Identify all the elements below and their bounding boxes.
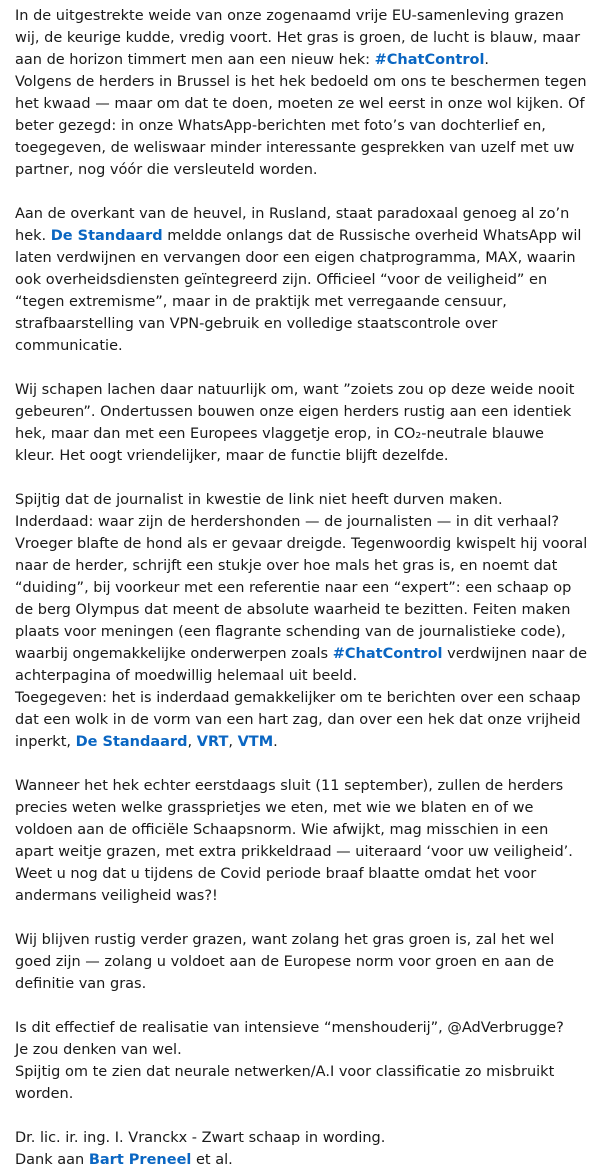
mention-vrt[interactable]: VRT <box>196 734 229 750</box>
mention-vtm[interactable]: VTM <box>237 734 274 750</box>
paragraph-gap <box>15 467 588 489</box>
paragraph-text: Aan de overkant van de heuvel, in Rusland, staat paradoxaal genoeg al zo’n hek. <box>15 206 570 244</box>
paragraph-gap <box>15 995 588 1017</box>
paragraph-text: et al. <box>191 1152 233 1168</box>
paragraph-russia <box>15 203 588 357</box>
paragraph-question: Is dit effectief de realisatie van intensieve “menshouderij”, @AdVerbrugge? <box>15 1020 564 1036</box>
paragraph-text: verdwijnen naar de achterpagina of moedwillig helemaal uit beeld. <box>15 646 588 684</box>
paragraph-ai-misuse: Spijtig om te zien dat neurale netwerken/A.I voor classificatie zo misbruikt worden. <box>15 1064 555 1102</box>
mention-de-standaard[interactable]: De Standaard <box>50 228 163 244</box>
signature: Dr. lic. ir. ing. I. Vranckx - Zwart schaap in wording. <box>15 1130 386 1146</box>
paragraph-text: meldde onlangs dat de Russische overheid WhatsApp wil laten verdwijnen en vervangen door een eigen chatprogramma, MAX, waarin ook overheidsdiensten geïntegreerd zijn. Officieel “voor de veiligheid” en “tegen extremisme”, maar in de praktijk met verregaande censuur, strafbaarstelling van VPN-gebruik en volledige staatscontrole over communicatie. <box>15 228 582 354</box>
paragraph-text: Inderdaad: waar zijn de herdershonden — de journalisten — in dit verhaal? Vroeger blafte de hond als er gevaar dreigde. Tegenwoordig kwispelt hij vooral naar de herder, schrijft een stukje over hoe mals het gras is, en noemt dat “duiding”, bij voorkeur met een referentie naar een “expert”: een schaap op de berg Olympus dat meent de absolute waarheid te bezitten. Feiten maken plaats voor meningen (een flagrante schending van de journalistieke code), waarbij ongemakkelijke onderwerpen zoals <box>15 514 588 662</box>
paragraph-journalist: Spijtig dat de journalist in kwestie de link niet heeft durven maken. <box>15 492 503 508</box>
paragraph-keep-grazing: Wij blijven rustig verder grazen, want zolang het gras groen is, zal het wel goed zijn — zolang u voldoet aan de Europese norm voor groen en aan de definitie van gras. <box>15 932 555 992</box>
paragraph-fence-closes: Wanneer het hek echter eerstdaags sluit (11 september), zullen de herders precies weten welke grassprietjes we eten, met wie we blaten en of we voldoen aan de officiële Schaapsnorm. Wie afwijkt, mag misschien in een apart weitje grazen, met extra prikkeldraad — uiteraard ‘voor uw veiligheid’. Weet u nog dat u tijdens de Covid periode braaf blaatte omdat het voor andermans veiligheid was?! <box>15 778 573 904</box>
paragraph-herders: Volgens de herders in Brussel is het hek bedoeld om ons te beschermen tegen het kwaad — maar om dat te doen, moeten ze wel eerst in onze wol kijken. Of beter gezegd: in onze WhatsApp-berichten met foto’s van dochterlief en, toegegeven, de weliswaar minder interessante gesprekken van uzelf met uw partner, nog vóór die versleuteld worden. <box>15 74 587 178</box>
paragraph-gap <box>15 181 588 203</box>
separator: , <box>228 734 238 750</box>
paragraph-gap <box>15 1105 588 1127</box>
separator: , <box>187 734 197 750</box>
mention-bart-preneel[interactable]: Bart Preneel <box>88 1152 192 1168</box>
paragraph-text: In de uitgestrekte weide van onze zogenaamd vrije EU-samenleving grazen wij, de keurige kudde, vredig voort. Het gras is groen, de lucht is blauw, maar aan de horizon timmert men aan een nieuw hek: <box>15 8 581 68</box>
thanks-line <box>15 1149 588 1171</box>
paragraph-gap <box>15 753 588 775</box>
paragraph-admitted <box>15 687 588 753</box>
paragraph-answer: Je zou denken van wel. <box>15 1042 182 1058</box>
paragraph-text: . <box>484 52 490 68</box>
paragraph-intro <box>15 5 588 71</box>
mention-de-standaard[interactable]: De Standaard <box>75 734 188 750</box>
paragraph-text: Dank aan <box>15 1152 89 1168</box>
hashtag-chatcontrol[interactable]: #ChatControl <box>332 646 443 662</box>
hashtag-chatcontrol[interactable]: #ChatControl <box>374 52 485 68</box>
paragraph-sheep-laugh: Wij schapen lachen daar natuurlijk om, want ”zoiets zou op deze weide nooit gebeuren”. Ondertussen bouwen onze eigen herders rustig aan een identiek hek, maar dan met een Europees vlaggetje erop, in CO₂-neutrale blauwe kleur. Het oogt vriendelijker, maar de functie blijft dezelfde. <box>15 382 575 464</box>
paragraph-gap <box>15 357 588 379</box>
paragraph-text: Toegegeven: het is inderdaad gemakkelijker om te berichten over een schaap dat een wolk in de vorm van een hart zag, dan over een hek dat onze vrijheid inperkt, <box>15 690 581 750</box>
paragraph-text: . <box>273 734 278 750</box>
paragraph-gap <box>15 907 588 929</box>
paragraph-watchdogs <box>15 511 588 687</box>
